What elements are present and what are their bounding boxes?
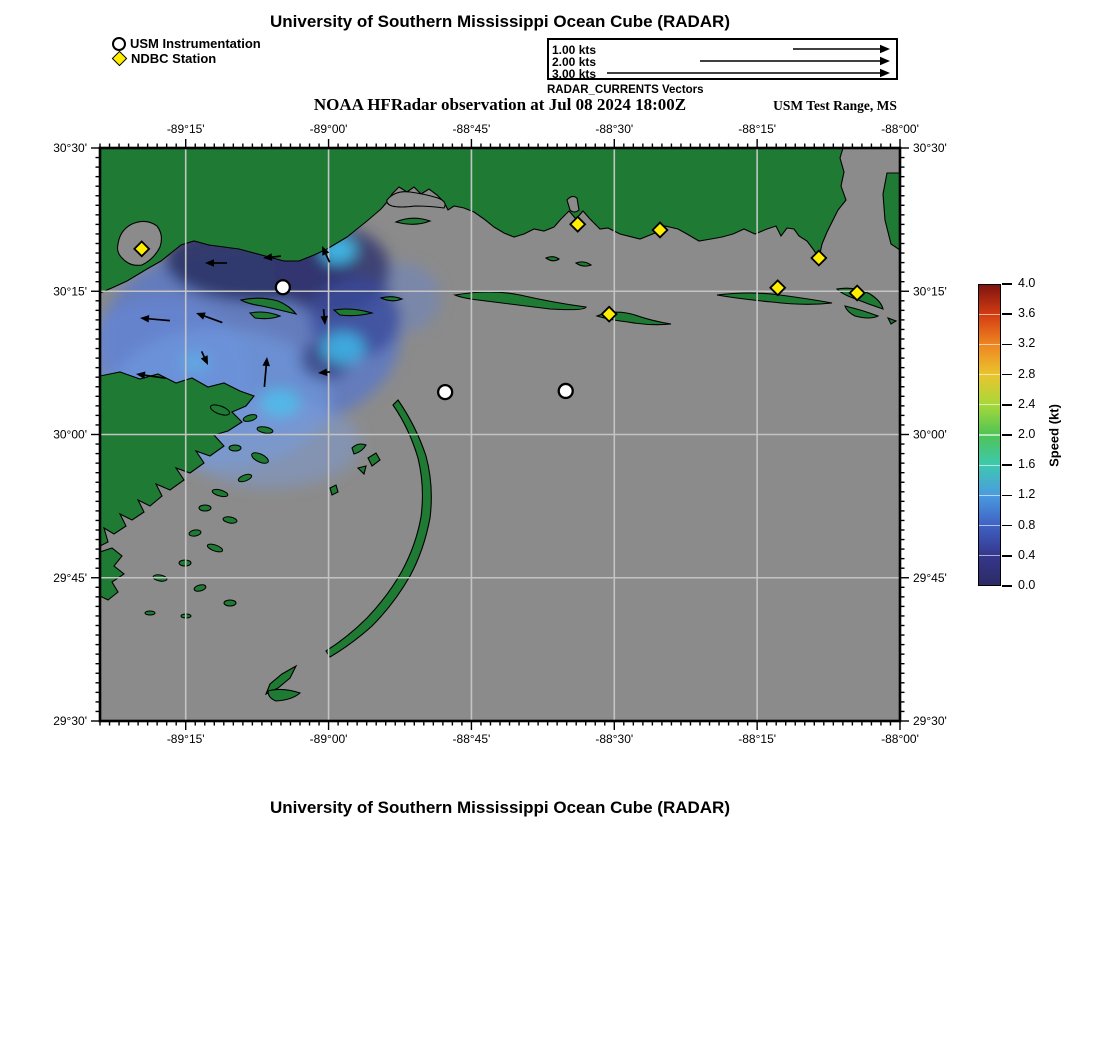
map-svg: [45, 108, 970, 768]
axis-tick-label: 29°30': [53, 714, 87, 728]
colorbar-tick-label: 2.4: [1018, 396, 1036, 411]
axis-tick-label: -88°00': [881, 732, 919, 746]
legend-row-ndbc: [112, 51, 261, 66]
axis-tick-label: 29°45': [53, 570, 87, 585]
legend-row-usm: [112, 36, 261, 51]
legend-ndbc-label: NDBC Station: [131, 51, 217, 66]
legend-usm-label: USM Instrumentation: [130, 36, 261, 51]
symbol-legend: [112, 36, 261, 66]
colorbar-tick: [1002, 404, 1012, 406]
usm-station-marker: [438, 385, 452, 399]
colorbar-tick: [1002, 464, 1012, 466]
usm-instrumentation-icon: [112, 37, 126, 51]
colorbar-tick-label: 0.8: [1018, 517, 1036, 532]
axis-tick-label: 30°15': [53, 284, 87, 299]
colorbar-tick: [1002, 313, 1012, 315]
speed-colorbar: [978, 276, 1100, 604]
axis-tick-label: -88°30': [595, 732, 634, 746]
usm-station-marker: [276, 280, 290, 294]
colorbar-tick: [1002, 525, 1012, 527]
colorbar-tick-label: 1.6: [1018, 457, 1036, 472]
colorbar-gridline: [979, 344, 1000, 345]
colorbar-tick: [1002, 585, 1012, 587]
axis-tick-label: 29°30': [913, 714, 947, 728]
colorbar-tick-label: 0.0: [1018, 578, 1036, 592]
vector-scale-1kt-label: 1.00 kts: [552, 43, 597, 57]
axis-tick-label: -89°00': [309, 732, 348, 746]
ndbc-station-icon: [112, 51, 128, 67]
axis-tick-label: -88°15': [738, 732, 777, 746]
footer-title: University of Southern Mississippi Ocean Cube (RADAR): [269, 798, 730, 817]
colorbar-gridline: [979, 525, 1000, 526]
colorbar-tick: [1002, 344, 1012, 346]
colorbar-tick-label: 2.0: [1018, 427, 1036, 441]
vector-scale-caption: RADAR_CURRENTS Vectors: [547, 84, 704, 96]
axis-tick-label: -89°15': [166, 122, 205, 136]
colorbar-gridline: [979, 434, 1000, 435]
axis-tick-label: 30°00': [53, 427, 87, 442]
axis-tick-label: 30°15': [913, 284, 947, 299]
vector-scale-2kt-label: 2.00 kts: [552, 55, 597, 69]
colorbar-gridline: [979, 314, 1000, 315]
colorbar-tick-label: 4.0: [1018, 276, 1036, 290]
colorbar-tick-label: 1.2: [1018, 487, 1036, 502]
usm-station-marker: [559, 384, 573, 398]
axis-tick-label: 30°30': [53, 141, 87, 155]
axis-tick-label: -88°15': [738, 122, 777, 136]
colorbar-gridline: [979, 465, 1000, 466]
axis-tick-label: 29°45': [913, 570, 947, 585]
colorbar-tick: [1002, 495, 1012, 497]
page-title: University of Southern Mississippi Ocean Cube (RADAR): [269, 12, 730, 31]
axis-tick-label: -88°45': [452, 122, 491, 136]
axis-tick-label: 30°30': [913, 141, 947, 155]
colorbar-tick-label: 0.4: [1018, 547, 1036, 562]
axis-tick-label: -88°00': [881, 122, 919, 136]
colorbar-title: Speed (kt): [1046, 404, 1062, 467]
colorbar-tick: [1002, 434, 1012, 436]
colorbar-tick-label: 3.6: [1018, 306, 1036, 321]
vector-scale-3kt-label: 3.00 kts: [552, 67, 597, 81]
axis-tick-label: -88°45': [452, 732, 491, 746]
colorbar-gridline: [979, 495, 1000, 496]
vector-scale-box: [547, 38, 898, 80]
axis-tick-label: -88°30': [595, 122, 634, 136]
colorbar-gridline: [979, 404, 1000, 405]
colorbar-tick: [1002, 555, 1012, 557]
axis-tick-label: 30°00': [913, 427, 947, 442]
test-range-label: USM Test Range, MS: [773, 98, 897, 113]
colorbar-tick-label: 2.8: [1018, 366, 1036, 381]
colorbar-tick: [1002, 283, 1012, 285]
colorbar-tick-label: 3.2: [1018, 336, 1036, 351]
colorbar-tick: [1002, 374, 1012, 376]
vector-scale-arrows: [549, 40, 896, 81]
colorbar-gridline: [979, 555, 1000, 556]
observation-subtitle: NOAA HFRadar observation at Jul 08 2024 18:00Z: [313, 95, 687, 114]
axis-tick-label: -89°00': [309, 122, 348, 136]
axis-tick-label: -89°15': [166, 732, 205, 746]
map-canvas: [45, 108, 970, 768]
colorbar-gridline: [979, 374, 1000, 375]
